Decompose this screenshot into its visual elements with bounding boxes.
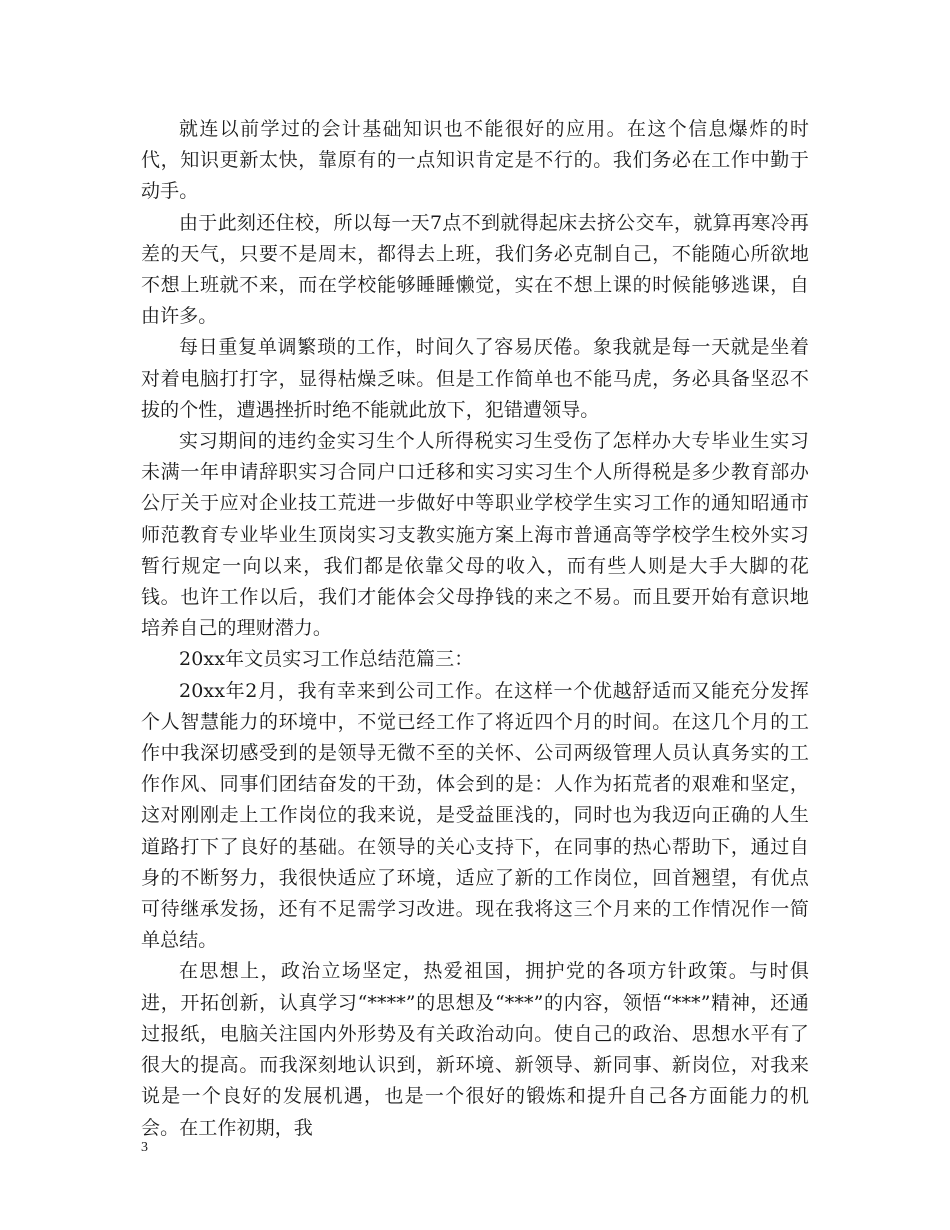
paragraph: 由于此刻还住校，所以每一天7点不到就得起床去挤公交车，就算再寒冷再差的天气，只要不是周末，都得去上班，我们务必克制自己，不能随心所欲地不想上班就不来，而在学校能够睡睡懒觉，实在不想上课的时候能够逃课，自由许多。 — [141, 211, 809, 328]
body-text — [141, 114, 809, 1144]
paragraph: 每日重复单调繁琐的工作，时间久了容易厌倦。象我就是每一天就是坐着对着电脑打打字，显得枯燥乏味。但是工作简单也不能马虎，务必具备坚忍不拔的个性，遭遇挫折时绝不能就此放下，犯错遭领导。 — [141, 336, 809, 421]
paragraph: 20xx年2月，我有幸来到公司工作。在这样一个优越舒适而又能充分发挥个人智慧能力的环境中，不觉已经工作了将近四个月的时间。在这几个月的工作中我深切感受到的是领导无微不至的关怀、公司两级管理人员认真务实的工作作风、同事们团结奋发的干劲，体会到的是：人作为拓荒者的艰难和坚定，这对刚刚走上工作岗位的我来说，是受益匪浅的，同时也为我迈向正确的人生道路打下了良好的基础。在领导的关心支持下，在同事的热心帮助下，通过自身的不断努力，我很快适应了环境，适应了新的工作岗位，回首翘望，有优点可待继承发扬，还有不足需学习改进。现在我将这三个月来的工作情况作一简单总结。 — [141, 679, 809, 952]
paragraph: 实习期间的违约金实习生个人所得税实习生受伤了怎样办大专毕业生实习未满一年申请辞职实习合同户口迁移和实习实习生个人所得税是多少教育部办公厅关于应对企业技工荒进一步做好中等职业学校学生实习工作的通知昭通市师范教育专业毕业生顶岗实习支教实施方案上海市普通高等学校学生校外实习暂行规定一向以来，我们都是依靠父母的收入，而有些人则是大手大脚的花钱。也许工作以后，我们才能体会父母挣钱的来之不易。而且要开始有意识地培养自己的理财潜力。 — [141, 430, 809, 640]
paragraph: 就连以前学过的会计基础知识也不能很好的应用。在这个信息爆炸的时代，知识更新太快，靠原有的一点知识肯定是不行的。我们务必在工作中勤于动手。 — [141, 118, 809, 203]
paragraph: 在思想上，政治立场坚定，热爱祖国，拥护党的各项方针政策。与时俱进，开拓创新，认真学习“****”的思想及“***”的内容，领悟“***”精神，还通过报纸，电脑关注国内外形势及有关政治动向。使自己的政治、思想水平有了很大的提高。而我深刻地认识到，新环境、新领导、新同事、新岗位，对我来说是一个良好的发展机遇，也是一个很好的锻炼和提升自己各方面能力的机会。在工作初期，我 — [141, 960, 809, 1139]
page-number: 3 — [141, 1140, 148, 1155]
section-heading: 20xx年文员实习工作总结范篇三： — [179, 648, 474, 671]
